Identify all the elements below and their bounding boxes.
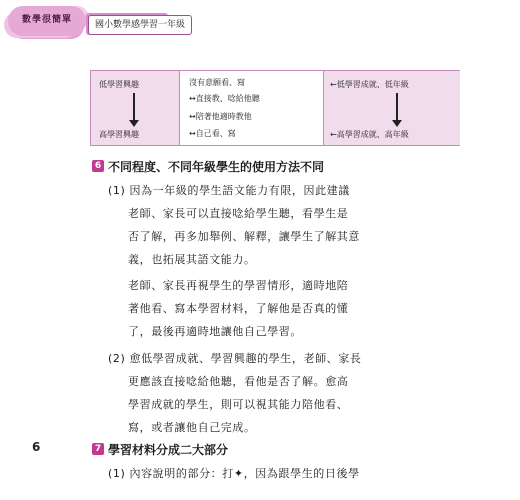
s6-item1-line4: 義，也拓展其語文能力。 (128, 253, 256, 266)
s6-item1-line1: (1) 因為一年級的學生語文能力有限，因此建議 (108, 184, 350, 197)
table-left-cell (91, 71, 180, 145)
s6-item1b-line1: 老師、家長再視學生的學習情形，適時地陪 (128, 279, 349, 292)
right-bottom-label: ←高學習成就、高年級 (330, 130, 409, 139)
arrow-down-icon (133, 93, 135, 121)
learning-level-table (90, 70, 460, 146)
s6-item1b-line3: 了，最後再適時地讓他自己學習。 (128, 325, 302, 338)
s6-item1b-line2: 著他看、寫本學習材料，了解他是否真的懂 (128, 302, 349, 315)
s6-item1-line2: 老師、家長可以直接唸給學生聽，看學生是 (128, 207, 349, 220)
section-6-badge: 6 (92, 160, 104, 172)
section-6-title: 不同程度、不同年級學生的使用方法不同 (108, 160, 325, 174)
left-bottom-label: 高學習興趣 (99, 130, 139, 139)
s6-item2-line4: 寫，或者讓他自己完成。 (128, 421, 256, 434)
page-number: 6 (32, 440, 41, 454)
s6-item2-line1: (2) 愈低學習成就、學習興趣的學生，老師、家長 (108, 352, 362, 365)
right-top-label: ←低學習成就、低年級 (330, 80, 409, 89)
arrow-down-icon (396, 93, 398, 121)
s6-item2-line3: 學習成就的學生，則可以視其能力陪他看、 (128, 398, 349, 411)
middle-line-2: ↔直接教、唸給他聽 (189, 94, 260, 103)
s6-item2-line2: 更應該直接唸給他聽，看他是否了解。愈高 (128, 375, 349, 388)
page-header (0, 0, 520, 44)
section-7-title: 學習材料分成二大部分 (108, 443, 229, 457)
left-top-label: 低學習興趣 (99, 80, 139, 89)
header-title: 國小數學感學習一年級 (88, 15, 192, 35)
table-right-cell (323, 71, 460, 145)
middle-line-1: 沒有意願看、寫 (189, 78, 245, 87)
logo-text: 數學很簡單 (21, 15, 72, 25)
s7-item1-line1: (1) 內容說明的部分：打✦，因為跟學生的日後學 (108, 467, 360, 480)
section-7-badge: 7 (92, 443, 104, 455)
middle-line-3: ↔陪著他適時教他 (189, 112, 252, 121)
s6-item1-line3: 否了解，再多加舉例、解釋，讓學生了解其意 (128, 230, 360, 243)
middle-line-4: ↔自己看、寫 (189, 129, 236, 138)
